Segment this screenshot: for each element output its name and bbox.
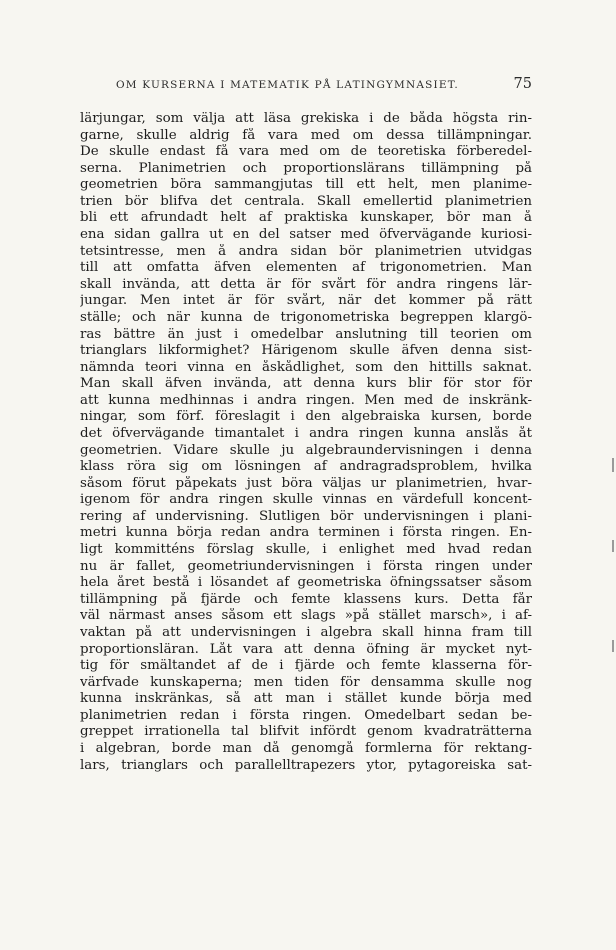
text-line: metri kunna börja redan andra terminen i första ringen. En- xyxy=(80,525,532,541)
text-line: garne, skulle aldrig få vara med om dessa tillämpningar. xyxy=(80,127,532,143)
text-line: väl närmast anses såsom ett slags »på stället marsch», i af- xyxy=(80,608,532,624)
text-line: rering af undervisning. Slutligen bör undervisningen i plani- xyxy=(80,508,532,524)
text-line: tig för smältandet af de i fjärde och femte klasserna för- xyxy=(80,658,532,674)
text-line: ena sidan gallra ut en del satser med öfvervägande kuriosi- xyxy=(80,227,532,243)
text-line: planimetrien redan i första ringen. Omedelbart sedan be- xyxy=(80,707,532,723)
text-line: lars, trianglars och parallelltrapezers ytor, pytagoreiska sat- xyxy=(80,757,532,773)
text-line: kunna inskränkas, så att man i stället kunde börja med xyxy=(80,691,532,707)
text-line: klass röra sig om lösningen af andragradsproblem, hvilka xyxy=(80,459,532,475)
text-line: lärjungar, som välja att läsa grekiska i de båda högsta rin- xyxy=(80,111,532,126)
text-line: nämnda teori vinna en åskådlighet, som den hittills saknat. xyxy=(80,359,532,375)
scan-edge-mark xyxy=(612,540,614,552)
text-line: trianglars likformighet? Härigenom skulle äfven denna sist- xyxy=(80,343,532,359)
text-line: tetsintresse, men å andra sidan bör planimetrien utvidgas xyxy=(80,243,532,259)
text-line: ras bättre än just i omedelbar anslutning till teorien om xyxy=(80,326,532,342)
text-line: geometrien. Vidare skulle ju algebraundervisningen i denna xyxy=(80,442,532,458)
body-text xyxy=(80,111,532,774)
scan-edge-mark xyxy=(612,640,614,652)
text-line: trien bör blifva det centrala. Skall emellertid planimetrien xyxy=(80,193,532,209)
text-line: jungar. Men intet är för svårt, när det kommer på rätt xyxy=(80,293,532,309)
running-title: OM KURSERNA I MATEMATIK PÅ LATINGYMNASIET. xyxy=(116,79,459,91)
text-line: nu är fallet, geometriundervisningen i första ringen under xyxy=(80,558,532,574)
running-header xyxy=(82,76,532,97)
text-line: Man skall äfven invända, att denna kurs blir för stor för xyxy=(80,376,532,392)
text-line: serna. Planimetrien och proportionslärans tillämpning på xyxy=(80,160,532,176)
text-line: till att omfatta äfven elementen af trigonometrien. Man xyxy=(80,260,532,276)
page-number: 75 xyxy=(513,76,532,92)
text-line: värfvade kunskaperna; men tiden för densamma skulle nog xyxy=(80,674,532,690)
text-line: såsom förut påpekats just böra väljas ur planimetrien, hvar- xyxy=(80,475,532,491)
text-line: tillämpning på fjärde och femte klassens kurs. Detta får xyxy=(80,591,532,607)
text-line: ningar, som förf. föreslagit i den algebraiska kursen, borde xyxy=(80,409,532,425)
text-line: i algebran, borde man då genomgå formlerna för rektang- xyxy=(80,740,532,756)
text-line: bli ett afrundadt helt af praktiska kunskaper, bör man å xyxy=(80,210,532,226)
text-line: geometrien böra sammangjutas till ett helt, men planime- xyxy=(80,177,532,193)
text-line: De skulle endast få vara med om de teoretiska förberedel- xyxy=(80,144,532,160)
text-line: skall invända, att detta är för svårt för andra ringens lär- xyxy=(80,276,532,292)
scan-edge-mark xyxy=(612,458,614,472)
text-line: ställe; och när kunna de trigonometriska begreppen klargö- xyxy=(80,309,532,325)
text-line: igenom för andra ringen skulle vinnas en värdefull koncent- xyxy=(80,492,532,508)
text-line: ligt kommitténs förslag skulle, i enlighet med hvad redan xyxy=(80,542,532,558)
text-line: hela året bestå i lösandet af geometriska öfningssatser såsom xyxy=(80,575,532,591)
text-line: det öfvervägande timantalet i andra ringen kunna anslås åt xyxy=(80,425,532,441)
text-line: att kunna medhinnas i andra ringen. Men med de inskränk- xyxy=(80,392,532,408)
text-line: proportionsläran. Låt vara att denna öfning är mycket nyt- xyxy=(80,641,532,657)
text-line: vaktan på att undervisningen i algebra skall hinna fram till xyxy=(80,624,532,640)
text-line: greppet irrationella tal blifvit infördt genom kvadraträtterna xyxy=(80,724,532,740)
